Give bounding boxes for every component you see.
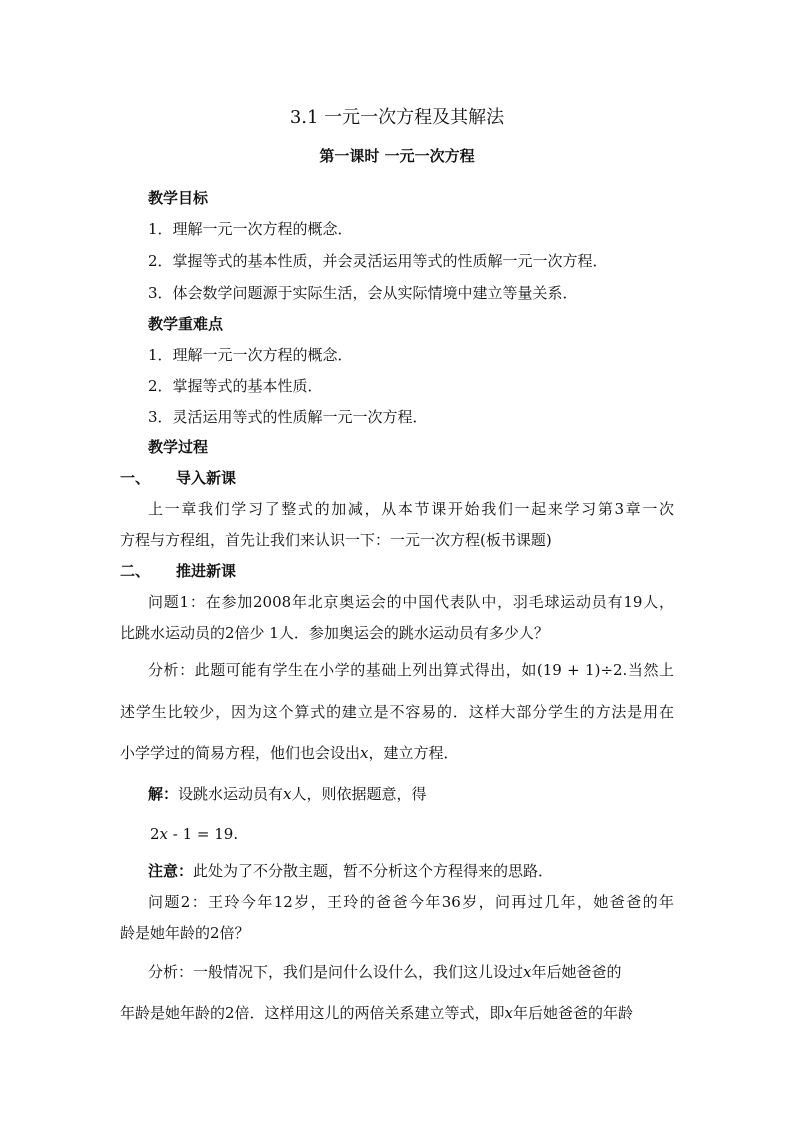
question-2-line-1: 问题2：王玲今年12岁，王玲的爸爸今年36岁，问再过几年，她爸爸的年 bbox=[148, 893, 674, 911]
question-1-line-1: 问题1：在参加2008年北京奥运会的中国代表队中，羽毛球运动员有19人， bbox=[148, 593, 674, 611]
goals-heading: 教学目标 bbox=[148, 189, 209, 207]
analysis-2-text-c: 年龄是她年龄的2倍．这样用这儿的两倍关系建立等式，即 bbox=[120, 1004, 505, 1022]
question-1-line-2: 比跳水运动员的2倍少 1人．参加奥运会的跳水运动员有多少人？ bbox=[120, 624, 549, 642]
analysis-2-line-2 bbox=[120, 1003, 633, 1023]
analysis-2-text-a: 分析：一般情况下，我们是问什么设什么，我们这儿设过 bbox=[148, 963, 524, 981]
analysis-1-line-1: 分析：此题可能有学生在小学的基础上列出算式得出，如(19 + 1)÷2.当然上 bbox=[148, 661, 674, 679]
goal-item-2: 2．掌握等式的基本性质，并会灵活运用等式的性质解一元一次方程． bbox=[148, 252, 608, 270]
question-2-line-2: 龄是她年龄的2倍？ bbox=[120, 924, 250, 942]
analysis-2-line-1 bbox=[148, 962, 622, 982]
document-subtitle: 第一课时 一元一次方程 bbox=[319, 147, 475, 165]
note-label: 注意： bbox=[148, 862, 194, 880]
analysis-1-text-b: ，建立方程． bbox=[368, 744, 459, 762]
solution-line bbox=[148, 784, 427, 804]
solution-text-b: 人，则依据题意，得 bbox=[291, 785, 427, 803]
analysis-1-text-a: 小学学过的简易方程，他们也会设出 bbox=[120, 744, 361, 762]
document-title: 3.1 一元一次方程及其解法 bbox=[289, 107, 505, 128]
process-heading: 教学过程 bbox=[148, 438, 209, 456]
key-item-3: 3．灵活运用等式的性质解一元一次方程． bbox=[148, 408, 428, 426]
section-2-number: 二、 bbox=[120, 562, 151, 580]
section-2-heading bbox=[120, 561, 236, 581]
variable-x: x bbox=[283, 785, 292, 803]
note-text: 此处为了不分散主题，暂不分析这个方程得来的思路． bbox=[193, 862, 554, 880]
equation-coefficient: 2 bbox=[150, 825, 160, 843]
analysis-1-line-2: 述学生比较少，因为这个算式的建立是不容易的．这样大部分学生的方法是用在 bbox=[120, 703, 674, 721]
analysis-1-line-3 bbox=[120, 743, 459, 763]
variable-x: x bbox=[360, 744, 369, 762]
key-item-2: 2．掌握等式的基本性质． bbox=[148, 377, 323, 395]
analysis-2-text-b: 年后她爸爸的 bbox=[531, 963, 622, 981]
variable-x: x bbox=[523, 963, 532, 981]
section-1-title: 导入新课 bbox=[176, 469, 237, 487]
keys-heading: 教学重难点 bbox=[148, 315, 224, 333]
variable-x: x bbox=[159, 825, 169, 843]
solution-text-a: 设跳水运动员有 bbox=[178, 785, 284, 803]
equation-rest: - 1 = 19. bbox=[168, 825, 239, 843]
goal-item-1: 1．理解一元一次方程的概念． bbox=[148, 220, 353, 238]
goal-item-3: 3．体会数学问题源于实际生活，会从实际情境中建立等量关系． bbox=[148, 284, 578, 302]
section-1-heading bbox=[120, 468, 236, 488]
equation-1 bbox=[150, 824, 238, 844]
note-line bbox=[148, 861, 553, 881]
intro-line-2: 方程与方程组，首先让我们来认识一下：一元一次方程(板书课题) bbox=[120, 531, 552, 549]
analysis-2-text-d: 年后她爸爸的年龄 bbox=[513, 1004, 634, 1022]
variable-x: x bbox=[504, 1004, 514, 1022]
intro-line-1: 上一章我们学习了整式的加减，从本节课开始我们一起来学习第3章一次 bbox=[148, 500, 674, 518]
key-item-1: 1．理解一元一次方程的概念． bbox=[148, 346, 353, 364]
section-2-title: 推进新课 bbox=[176, 562, 237, 580]
section-1-number: 一、 bbox=[120, 469, 151, 487]
solution-label: 解： bbox=[148, 785, 179, 803]
